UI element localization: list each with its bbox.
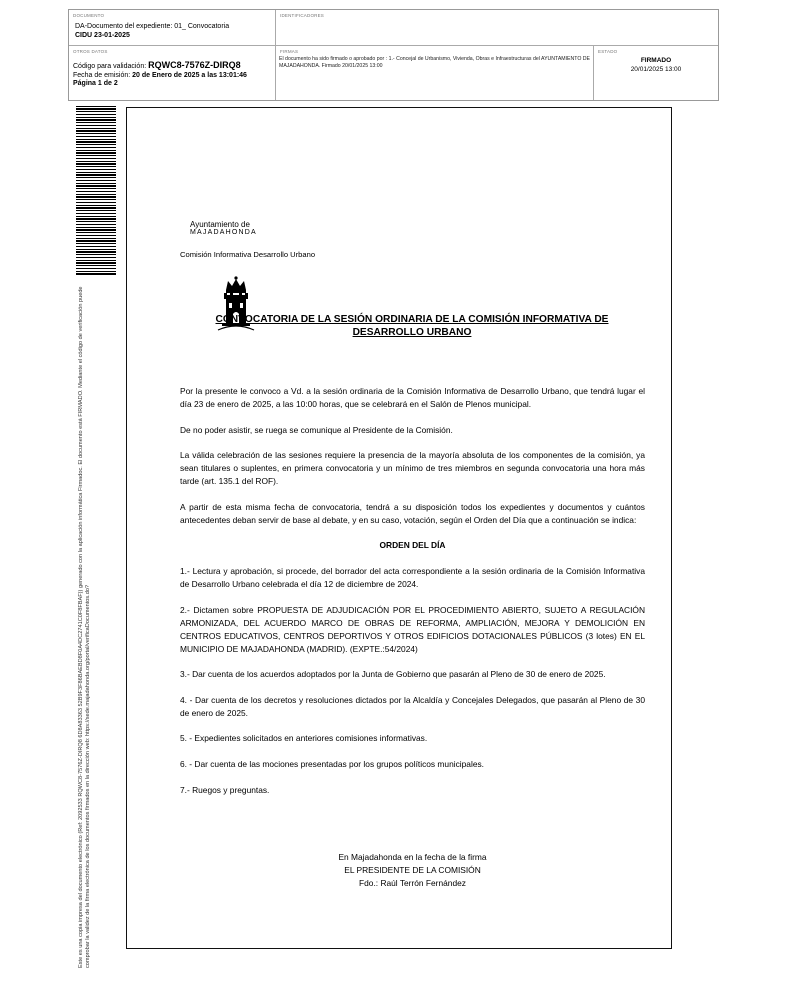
fecha-emision	[73, 72, 247, 79]
documento-line1: DA-Documento del expediente: 01_ Convocatoria	[75, 23, 230, 30]
documento-cell	[69, 10, 276, 46]
signature-block	[180, 851, 645, 890]
estado-label: ESTADO	[598, 49, 618, 54]
documento-line2: CIDU 23-01-2025	[75, 32, 130, 39]
agenda-item: 5. - Expedientes solicitados en anteriores comisiones informativas.	[180, 733, 428, 744]
verification-side-text: Este es una copia impresa del documento electrónico (Ref: 2092533 RQWC8-7576Z-DIRQ8 6D8A83363 52B9F3F86BAEBD8F0A4DC2741C0F8FBAF)) generado con la aplicación informática Firmadoc. El documento está FIRMADO. Mediante el código de verificación puede comprobar la validez de la firma electrónica de los documentos firmados en la dirección web: https://sede.majadahonda.org/portal/verificaDocumentos.do?	[78, 286, 91, 968]
codigo-value: RQWC8-7576Z-DIRQ8	[148, 60, 241, 70]
logo-text-ayuntamiento: Ayuntamiento de	[190, 220, 250, 229]
identificadores-label: IDENTIFICADORES	[280, 13, 325, 18]
estado-date: 20/01/2025 13:00	[630, 66, 682, 73]
identificadores-cell	[276, 10, 718, 46]
document-title: CONVOCATORIA DE LA SESIÓN ORDINARIA DE LA COMISIÓN INFORMATIVA DE DESARROLLO URBANO	[215, 314, 609, 338]
estado-cell	[594, 46, 718, 100]
otros-datos-cell	[69, 46, 276, 100]
codigo-validacion	[73, 60, 241, 70]
firmas-label: FIRMAS	[280, 49, 299, 54]
firmas-text: El documento ha sido firmado o aprobado por : 1.- Concejal de Urbanismo, Vivienda, Obras e Infraestructuras del AYUNTAMIENTO DE MAJADAHONDA. Firmado 20/01/2025 13:00	[279, 56, 591, 69]
otros-label: OTROS DATOS	[73, 49, 108, 54]
agenda-item: 6. - Dar cuenta de las mociones presentadas por los grupos políticos municipales.	[180, 758, 484, 769]
fecha-value: 20 de Enero de 2025 a las 13:01:46	[132, 72, 247, 79]
documento-label: DOCUMENTO	[73, 13, 105, 18]
pagina-label: Página 1 de 2	[73, 80, 118, 87]
document-header	[68, 9, 719, 101]
agenda-item: 1.- Lectura y aprobación, si procede, del borrador del acta correspondiente a la sesión ordinaria de la Comisión Informativa de Desarrollo Urbano celebrada el día 12 de diciembre de 2024.	[180, 565, 645, 589]
orden-del-dia-title: ORDEN DEL DÍA	[379, 540, 446, 551]
paragraph: Por la presente le convoco a Vd. a la sesión ordinaria de la Comisión Informativa de Desarrollo Urbano, que tendrá lugar el día 23 de enero de 2025, a las 10:00 horas, que se celebrará en el Salón de Plenos municipal.	[180, 386, 645, 409]
signature-line3: Fdo.: Raúl Terrón Fernández	[359, 878, 466, 888]
paragraph: A partir de esta misma fecha de convocatoria, tendrá a su disposición todos los expedientes y documentos y cuántos antecedentes deban servir de base al debate, y en su caso, votación, según el Orden del Día que a continuación se indica:	[180, 501, 645, 525]
logo-text-majadahonda: MAJADAHONDA	[190, 229, 257, 236]
agenda-item: 4. - Dar cuenta de los decretos y resoluciones dictados por la Alcaldía y Concejales Delegados, que pasarán al Pleno de 30 de enero de 2025.	[180, 694, 645, 718]
codigo-label: Código para validación:	[73, 63, 147, 70]
signature-line2: EL PRESIDENTE DE LA COMISIÓN	[344, 865, 481, 875]
agenda-item: 7.- Ruegos y preguntas.	[180, 784, 270, 795]
paragraph: De no poder asistir, se ruega se comunique al Presidente de la Comisión.	[180, 424, 453, 435]
agenda-item: 2.- Dictamen sobre PROPUESTA DE ADJUDICACIÓN POR EL PROCEDIMIENTO ABIERTO, SUJETO A REGULACIÓN ARMONIZADA, DEL ACUERDO MARCO DE OBRAS DE REFORMA, AMPLIACIÓN, MEJORA Y DEMOLICIÓN EN CENTROS EDUCATIVOS, CENTROS DEPORTIVOS Y OTROS EDIFICIOS DOTACIONALES PÚBLICOS (3 lotes) EN EL MUNICIPIO DE MAJADAHONDA (MADRID). (EXPTE.:54/2024)	[180, 604, 645, 654]
fecha-label: Fecha de emisión:	[73, 72, 131, 79]
estado-status: FIRMADO	[640, 57, 672, 64]
barcode	[76, 106, 116, 276]
firmas-cell	[276, 46, 594, 100]
agenda-item: 3.- Dar cuenta de los acuerdos adoptados por la Junta de Gobierno que pasarán al Pleno de 30 de enero de 2025.	[180, 669, 606, 680]
section-label: Comisión Informativa Desarrollo Urbano	[180, 250, 316, 259]
document-body	[180, 385, 645, 809]
paragraph: La válida celebración de las sesiones requiere la presencia de la mayoría absoluta de los componentes de la comisión, ya sean titulares o suplentes, en primera convocatoria y un mínimo de tres miembros en segunda convocatoria una hora más tarde (art. 135.1 del ROF).	[180, 450, 645, 487]
signature-line1: En Majadahonda en la fecha de la firma	[338, 852, 487, 862]
